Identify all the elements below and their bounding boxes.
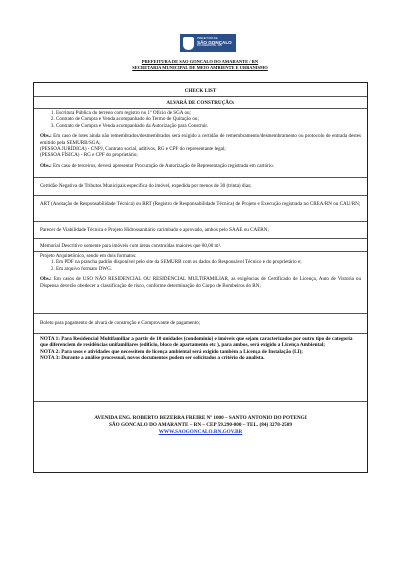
note-1: NOTA 1: Para Residencial Multifamiliar a partir de 10 unidades (condomínio) e imóveis que sejam caracterizados por outro tipo de categoria que diferenciem de residências unifamiliares (edifício, bloco de apartamento etc ), para ambos, será exigido a Licença Ambiental; [40, 336, 353, 349]
obs-remembramento: Obs.: Em caso de lotes ainda não remembrados/desmembrados será exigido a certidão de remembramento/desmembramento ou protocolo de entrada destes emitido pela SEMURB/SGA; [40, 133, 361, 146]
pessoa-juridica: (PESSOA JURÍDICA) - CNPJ, Contrato social, aditivos, RG e CPF do representante legal; [40, 146, 226, 153]
obs-uso: Obs.: Em casos de USO NÃO RESIDENCIAL OU RESIDENCIAL MULTIFAMILIAR, as exigências de Certificado de Licença, Auto de Vistoria ou Dispensa deverão obedecer a classificação de risco, conforme determinação do Corpo de Bombeiros do RN; [40, 276, 361, 289]
logo-line3: DO AMARANTE - RN [197, 44, 222, 48]
boleto-row: Boleto para pagamento de alvará de construção e Comprovante de pagamento; [34, 313, 367, 327]
notes-row [34, 333, 367, 373]
footer-city: SÃO GONCALO DO AMARANTE – RN – CEP 59.290-000 – TEL. (84) 3278-2509 [109, 422, 292, 428]
note-2: NOTA 2: Para usos e atividades que necessitem de licença ambiental será exigido também a Licença de Instalação (LI); [40, 348, 304, 355]
memorial-row: Memorial Descritivo somente para imóveis com áreas construídas maiores que 80,00 m². [34, 238, 367, 251]
note-3: NOTA 3: Durante a análise processual, novos documentos podem ser solicitados a critério do analista. [40, 355, 265, 362]
logo-line2: SÃO GONÇALO [197, 39, 232, 45]
certidao-row: Certidão Negativa de Tributos Municipais específica do imóvel, expedida por menos de 30 (trinta) dias; [34, 177, 367, 195]
checklist-title: CHECK LIST [184, 88, 217, 94]
section-title: ALVARÁ DE CONSTRUÇÃO: [34, 96, 367, 108]
city-crest-icon [183, 37, 194, 50]
list-item: 3. Contrato de Compra e Venda acompanhado da Autorização para Construir. [56, 123, 361, 129]
list-item: 1. Em PDF na prancha padrão disponível pelo site da SEMURB com os dados do Responsável Técnico e do proprietário e; [56, 259, 361, 265]
projeto-list [40, 259, 361, 272]
checklist-frame [33, 82, 368, 473]
obs-terceiros: Obs.: Em caso de terceiros, deverá apresentar Procuração de Autorização de Representação registrada em cartório. [40, 162, 275, 169]
city-logo [180, 34, 236, 52]
footer [34, 401, 367, 474]
pessoa-fisica: (PESSOA FÍSICA) - RG e CPF do proprietário; [40, 152, 138, 159]
projeto-row [34, 251, 367, 313]
footer-url-link[interactable]: WWW.SAOGONCALO.RN.GOV.BR [158, 429, 243, 435]
projeto-title: Projeto Arquitetônico, sendo em dois formatos: [40, 253, 137, 259]
header-line1: PREFEITURA DE SAO GONCALO DO AMARANTE / RN [141, 59, 259, 64]
list-item: 2. Contrato de Compra e Venda acompanhado do Termo de Quitação ou; [56, 116, 361, 122]
header-line2: SECRETARIA MUNICIPAL DE MEIO AMBIENTE E URBANISMO [132, 65, 268, 70]
docs-list [40, 110, 361, 129]
list-item: 1. Escritura Pública do terreno com registro no 1º Ofício de SGA ou; [56, 110, 361, 116]
art-row: ART (Anotação de Responsabilidade Técnica) ou RRT (Registro de Responsabilidade Técnica) de Projeto e Execução registrada no CREA/RN ou CAU/RN; [34, 195, 367, 221]
footer-address: AVENIDA ENG. ROBERTO BEZERRA FREIRE Nº 1000 – SANTO ANTONIO DO POTENGI [94, 415, 307, 421]
parecer-row: Parecer de Viabilidade Técnica e Projeto Hidrossanitário carimbado e aprovado, ambos pelo SAAE ou CAERN; [34, 221, 367, 238]
list-item: 2. Em arquivo formato DWG. [56, 266, 361, 272]
logo-line1: PREFEITURA DE [197, 36, 218, 40]
